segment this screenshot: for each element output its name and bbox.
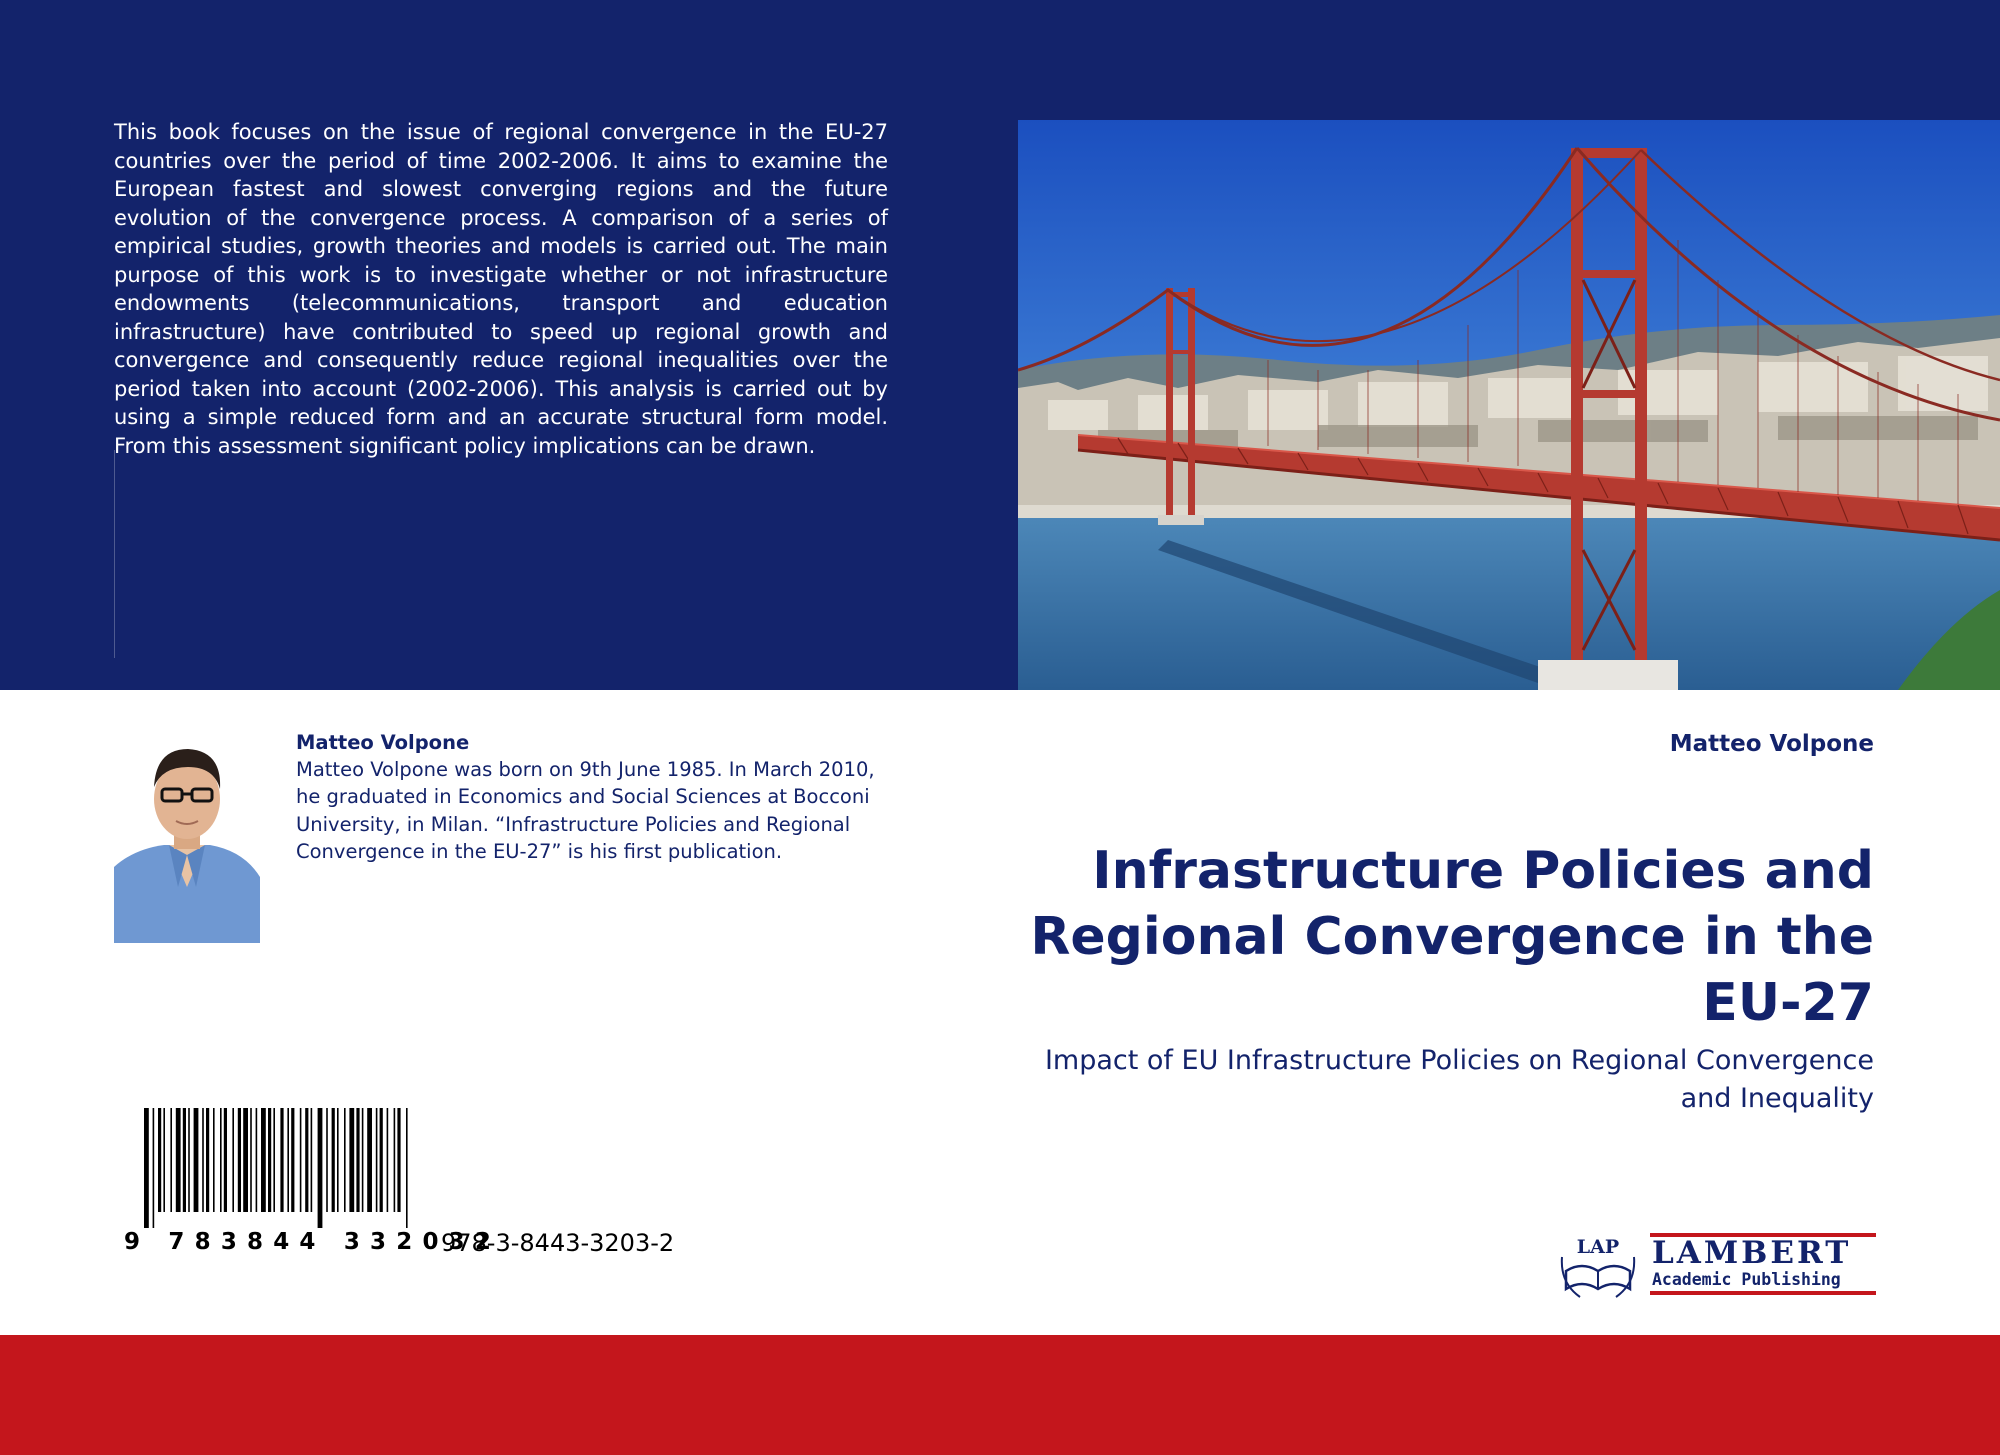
publisher-tagline: Academic Publishing <box>1652 1270 1841 1289</box>
blurb-divider <box>114 450 115 658</box>
cover-bottom-band <box>0 1335 2000 1455</box>
publisher-badge: LAP <box>1576 1236 1620 1258</box>
back-cover-blurb: This book focuses on the issue of regional convergence in the EU-27 countries over the period of time 2002-2006. It aims to examine the European fastest and slowest converging regions and the future evolution of the convergence process. A comparison of a series of empirical studies, growth theories and models is carried out. The main purpose of this work is to investigate whether or not infrastructure endowments (telecommunications, transport and education infrastructure) have contributed to speed up regional growth and convergence and consequently reduce regional inequalities over the period taken into account (2002-2006). This analysis is carried out by using a simple reduced form and an accurate structural form model. From this assessment significant policy implications can be drawn. <box>114 120 888 458</box>
bridge-photo <box>1018 120 2000 690</box>
open-book-icon <box>1562 1257 1634 1297</box>
isbn-number: 978-3-8443-3203-2 <box>441 1229 675 1257</box>
author-bio <box>296 729 876 865</box>
book-title: Infrastructure Policies and Regional Convergence in the EU-27 <box>1030 841 1874 1033</box>
publisher-name: LAMBERT <box>1652 1235 1852 1271</box>
publisher-logo <box>1560 1227 1880 1299</box>
barcode-digits: 9 783844 332032 <box>124 1229 502 1255</box>
author-photo <box>114 737 260 943</box>
author-bio-text: Matteo Volpone was born on 9th June 1985. In March 2010, he graduated in Economics and Social Sciences at Bocconi University, in Milan. “Infrastructure Policies and Regional Convergence in the EU-27” is his first publication. <box>296 758 875 863</box>
front-author: Matteo Volpone <box>1669 731 1874 757</box>
book-subtitle: Impact of EU Infrastructure Policies on Regional Convergence and Inequality <box>1044 1045 1874 1114</box>
author-bio-name: Matteo Volpone <box>296 731 470 754</box>
barcode <box>120 1108 420 1232</box>
